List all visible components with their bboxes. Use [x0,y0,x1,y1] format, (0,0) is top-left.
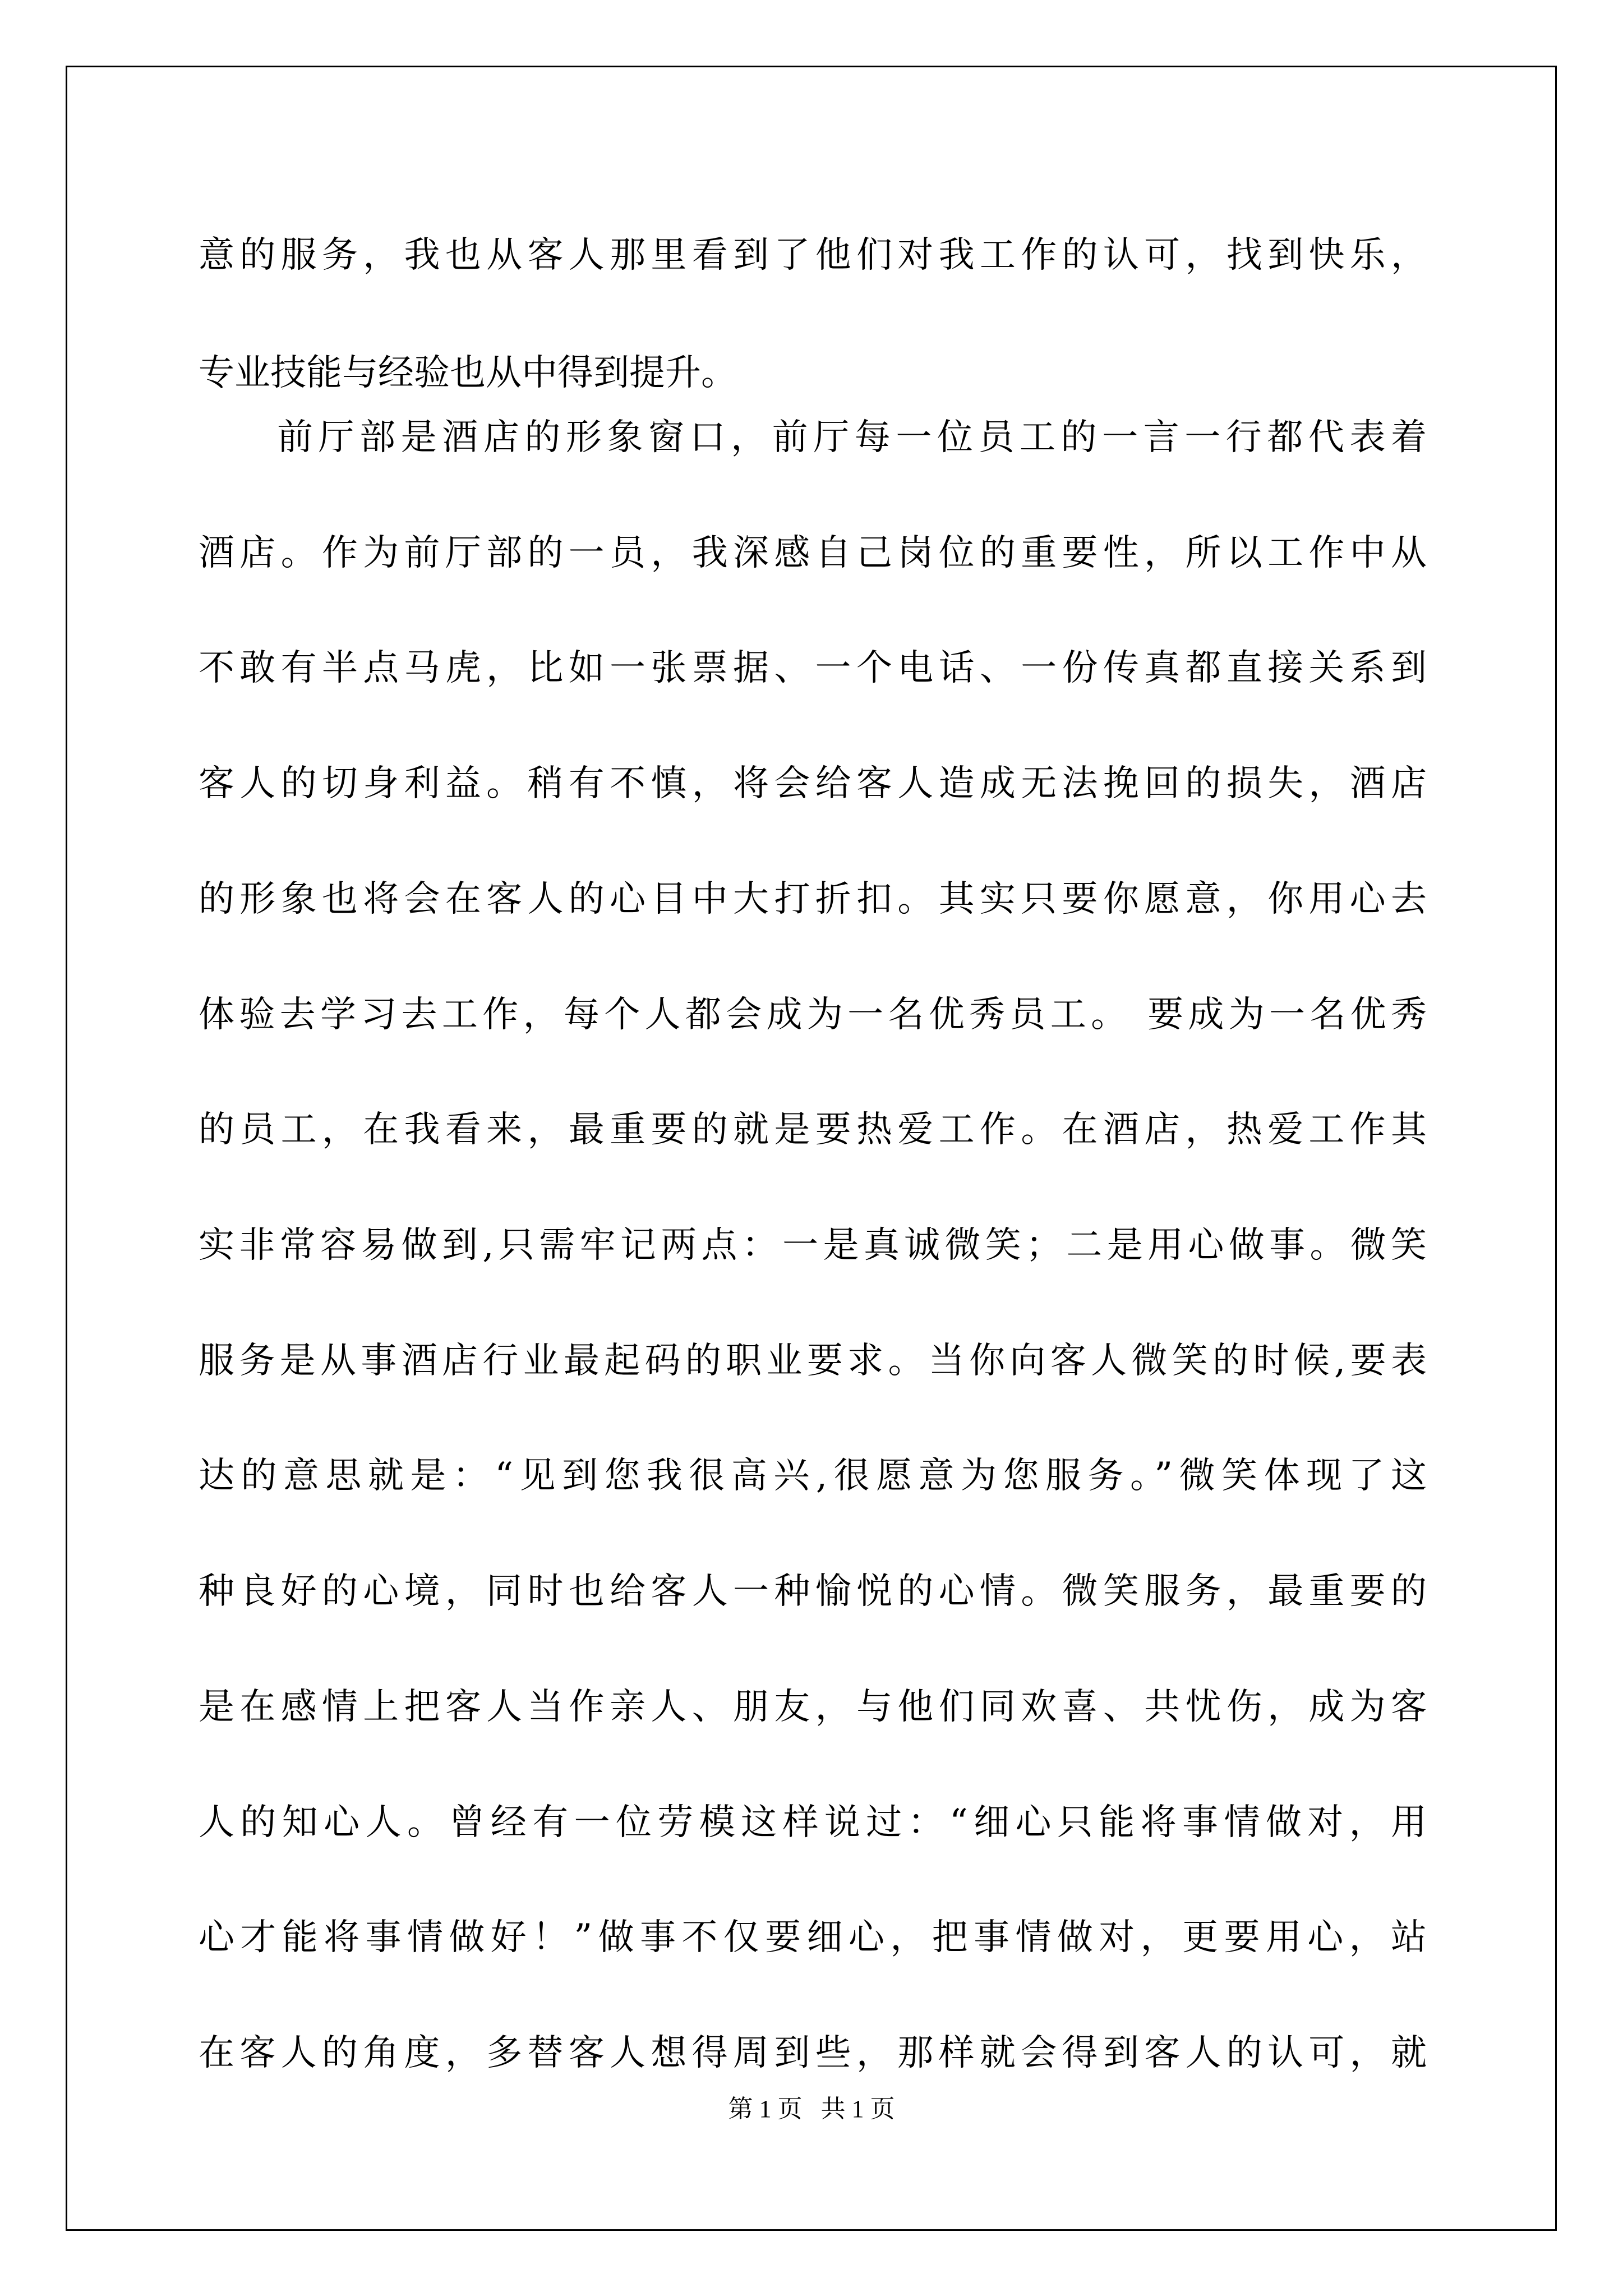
page-number-footer: 第 1 页 共 1 页 [728,2095,895,2123]
paragraph-line: 达的意思就是：“见到您我很高兴,很愿意为您服务。”微笑体现了这 [199,1455,1427,1497]
paragraph-line: 酒店。作为前厅部的一员，我深感自己岗位的重要性，所以工作中从 [199,532,1427,574]
paragraph-line: 的形象也将会在客人的心目中大打折扣。其实只要你愿意，你用心去 [199,878,1427,920]
paragraph-line: 种良好的心境，同时也给客人一种愉悦的心情。微笑服务，最重要的 [199,1571,1427,1612]
paragraph-line: 不敢有半点马虎，比如一张票据、一个电话、一份传真都直接关系到 [199,647,1427,689]
paragraph-line: 在客人的角度，多替客人想得周到些，那样就会得到客人的认可，就 [199,2032,1427,2074]
paragraph-line: 服务是从事酒店行业最起码的职业要求。当你向客人微笑的时候,要表 [199,1340,1427,1382]
paragraph-line: 实非常容易做到,只需牢记两点：一是真诚微笑；二是用心做事。微笑 [199,1225,1427,1266]
paragraph-line: 是在感情上把客人当作亲人、朋友，与他们同欢喜、共忧伤，成为客 [199,1686,1427,1728]
paragraph-line: 专业技能与经验也从中得到提升。 [199,352,737,394]
paragraph-line: 心才能将事情做好！”做事不仅要细心，把事情做对，更要用心，站 [199,1917,1427,1958]
paragraph-line: 客人的切身利益。稍有不慎，将会给客人造成无法挽回的损失，酒店 [199,763,1427,804]
paragraph-line: 人的知心人。曾经有一位劳模这样说过：“细心只能将事情做对，用 [199,1802,1427,1843]
paragraph-line: 意的服务，我也从客人那里看到了他们对我工作的认可，找到快乐， [199,234,1427,276]
paragraph-line: 的员工，在我看来，最重要的就是要热爱工作。在酒店，热爱工作其 [199,1109,1427,1151]
paragraph-line: 体验去学习去工作，每个人都会成为一名优秀员工。 要成为一名优秀 [199,994,1427,1036]
paragraph-line: 前厅部是酒店的形象窗口，前厅每一位员工的一言一行都代表着 [277,417,1427,458]
